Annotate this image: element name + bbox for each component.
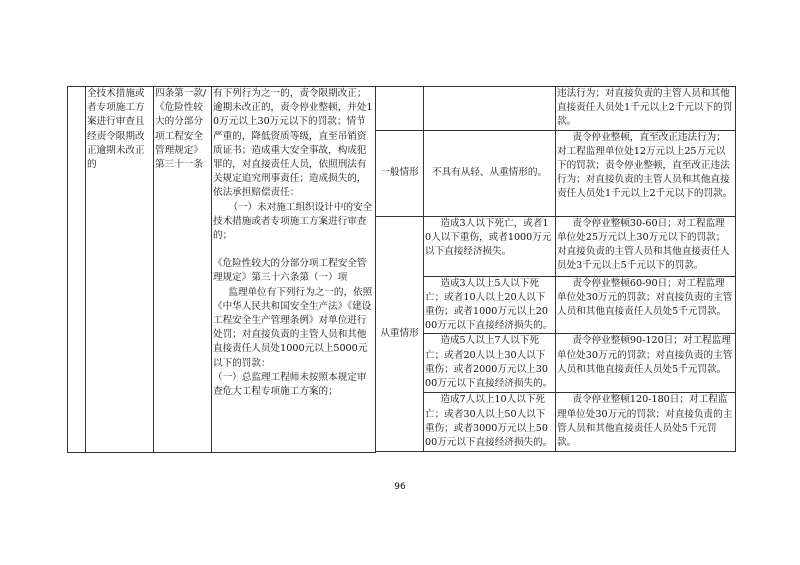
severe-penalty-cell — [556, 216, 736, 276]
severe-condition-cell — [424, 276, 556, 334]
legal-content-cell — [212, 87, 376, 453]
general-condition: 不具有从轻、从重情形的。 — [431, 167, 548, 178]
general-condition-cell — [424, 130, 556, 216]
severe-penalty-cell — [556, 276, 736, 334]
general-label-cell — [376, 130, 424, 216]
severe-penalty-4: 责令停业整顿120-180日；对工程监理单位处30万元的罚款；对直接负责的主管人员和其他直接责任人员处5千元罚款。 — [557, 394, 733, 449]
violation-text: 全技术措施或者专项施工方案进行审查且经责令限期改正逾期未改正的 — [87, 88, 145, 171]
severe-penalty-3: 责令停业整顿90-120日；对工程监理单位处30万元的罚款；对直接负责的主管人员和其他直接责任人员处5千元罚款。 — [557, 335, 733, 375]
prev-penalty-cell — [556, 87, 736, 131]
severe-condition-1: 造成3人以下死亡，或者10人以下重伤，或者1000万元以下直接经济损失。 — [425, 217, 552, 258]
legal-content-para-3: 《危险性较大的分部分项工程安全管理规定》第三十六条第（一）项 — [213, 258, 367, 284]
severe-condition-3: 造成5人以上7人以下死亡；或者20人以上30人以下重伤；或者2000万元以上3000万元以下直接经济损失的。 — [425, 335, 553, 390]
severe-penalty-2: 责令停业整顿60-90日；对工程监理单位处30万元的罚款；对直接负责的主管人员和其他直接责任人员处5千元罚款。 — [557, 277, 733, 318]
general-penalty-cell — [556, 130, 736, 216]
severe-condition-cell — [424, 216, 556, 276]
prev-condition-cell — [424, 87, 556, 131]
severe-condition-4: 造成7人以上10人以下死亡；或者30人以上50人以下重伤；或者3000万元以上5000万元以下直接经济损失的。 — [425, 394, 553, 449]
prev-label-cell — [376, 87, 424, 131]
severe-penalty-cell — [556, 393, 736, 452]
severe-label-cell — [376, 216, 424, 452]
severe-condition-cell — [424, 334, 556, 393]
severe-label: 从重情形 — [380, 327, 419, 339]
legal-content-para-2: （一）未对施工组织设计中的安全技术措施或者专项施工方案进行审查的； — [213, 201, 373, 242]
severe-penalty-1: 责令停业整顿30-60日；对工程监理单位处25万元以上30万元以下的罚款；对直接负责的主管人员和其他直接责任人员处3千元以上5千元以下的罚款。 — [557, 217, 730, 272]
legal-basis-cell — [154, 87, 212, 453]
seq-number-cell — [68, 87, 86, 453]
general-penalty: 责令停业整顿，直至改正违法行为；对工程监理单位处12万元以上25万元以下的罚款；责令停业整顿，直至改正违法行为；对直接负责的主管人员和其他直接责任人员处1千元以上2千元以下的罚款。 — [557, 131, 733, 200]
severe-condition-2: 造成3人以上5人以下死亡；或者10人以上20人以下重伤；或者1000万元以上2000万元以下直接经济损失的。 — [425, 277, 553, 332]
table-row — [68, 87, 736, 131]
penalty-table — [67, 86, 736, 453]
legal-content-para-5: （一）总监理工程师未按照本规定审查危大工程专项施工方案的； — [213, 371, 367, 398]
legal-basis-text: 四条第一款/《危险性较大的分部分项工程安全管理规定》第三十一条 — [155, 88, 207, 171]
page-number: 96 — [394, 482, 406, 492]
legal-content-para-1: 有下列行为之一的，责令限期改正；逾期未改正的，责令停业整顿，并处10万元以上30万元以下的罚款；情节严重的，降低资质等级，直至吊销资质证书；造成重大安全事故，构成犯罪的，对直接责任人员，依照刑法有关规定追究刑事责任；造成损失的，依法承担赔偿责任： — [213, 88, 373, 199]
prev-penalty-text: 违法行为；对直接负责的主管人员和其他直接责任人员处1千元以上2千元以下的罚款。 — [557, 88, 733, 128]
severe-condition-cell — [424, 393, 556, 452]
violation-cell — [86, 87, 154, 453]
severe-penalty-cell — [556, 334, 736, 393]
general-label: 一般情形 — [380, 167, 419, 178]
legal-content-para-4: 监理单位有下列行为之一的，依照《中华人民共和国安全生产法》《建设工程安全生产管理条例》对单位进行处罚；对直接负责的主管人员和其他直接责任人员处1000元以上5000元以下的罚款： — [213, 286, 373, 369]
